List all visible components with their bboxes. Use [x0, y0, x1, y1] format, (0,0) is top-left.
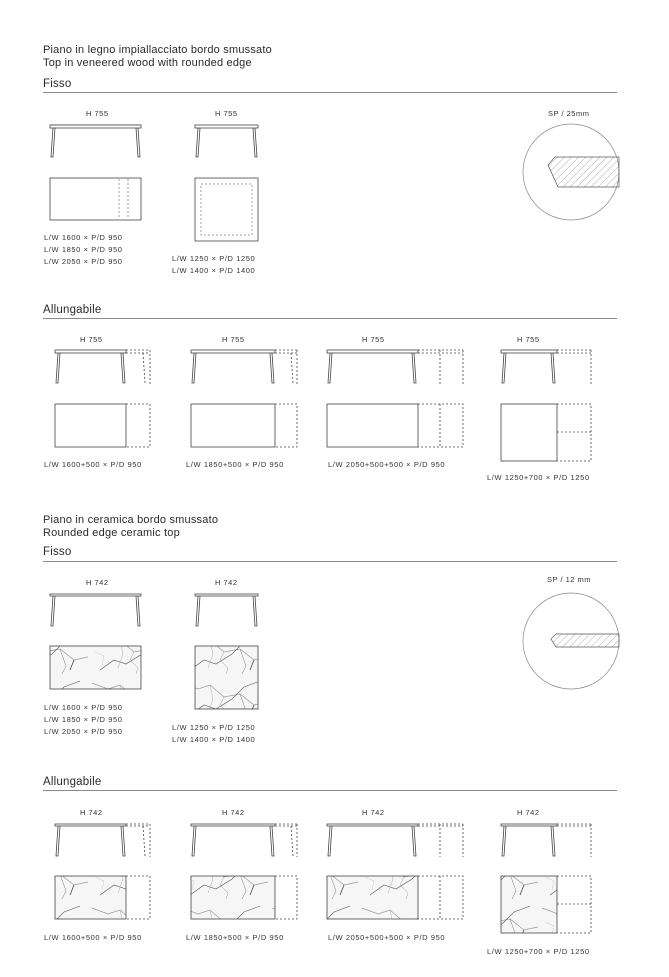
dim-line: L/W 2050 × P/D 950 [44, 257, 123, 266]
wood-allungabile-table-1 [55, 350, 150, 447]
ceramic-edge-detail [523, 593, 619, 689]
ceramic-fisso-table-2-plan [195, 646, 258, 709]
ceramic-allungabile-label: Allungabile [43, 776, 102, 788]
ceramic-allung-dims-3: L/W 2050+500+500 × P/D 950 [328, 933, 446, 942]
ceramic-title-en: Rounded edge ceramic top [43, 527, 180, 539]
dim-line: L/W 1400 × P/D 1400 [172, 735, 256, 744]
ceramic-thickness-label: SP / 12 mm [547, 575, 592, 584]
ceramic-fisso-label: Fisso [43, 546, 72, 558]
wood-allung-dims-4: L/W 1250+700 × P/D 1250 [487, 473, 590, 482]
wood-thickness-label: SP / 25mm [548, 109, 590, 118]
ceramic-allungabile-table-4 [501, 824, 591, 933]
wood-title-it: Piano in legno impiallacciato bordo smussato [43, 44, 272, 56]
dim-line: L/W 1600 × P/D 950 [44, 703, 123, 712]
dim-line: L/W 1250 × P/D 1250 [172, 254, 256, 263]
ceramic-allung-height-4: H 742 [517, 808, 540, 817]
wood-title-en: Top in veneered wood with rounded edge [43, 57, 252, 69]
ceramic-fisso-rule [43, 561, 617, 562]
wood-fisso-table-2-elevation [195, 125, 258, 157]
wood-fisso-table-1-elevation [50, 125, 141, 157]
wood-allung-dims-1: L/W 1600+500 × P/D 950 [44, 460, 142, 469]
wood-allungabile-table-2 [191, 350, 297, 447]
dim-line: L/W 2050 × P/D 950 [44, 727, 123, 736]
wood-allung-height-1: H 755 [80, 335, 103, 344]
wood-fisso-dims-1 [44, 232, 123, 268]
wood-allung-height-4: H 755 [517, 335, 540, 344]
ceramic-allungabile-table-2 [191, 824, 297, 919]
dim-line: L/W 1250 × P/D 1250 [172, 723, 256, 732]
ceramic-fisso-dims-1 [44, 702, 123, 738]
wood-allung-dims-3: L/W 2050+500+500 × P/D 950 [328, 460, 446, 469]
ceramic-title-it: Piano in ceramica bordo smussato [43, 514, 219, 526]
wood-fisso-label: Fisso [43, 78, 72, 90]
wood-allung-dims-2: L/W 1850+500 × P/D 950 [186, 460, 284, 469]
ceramic-allung-dims-1: L/W 1600+500 × P/D 950 [44, 933, 142, 942]
wood-fisso-table-2-plan [195, 178, 258, 241]
ceramic-fisso-dims-2 [172, 722, 255, 746]
ceramic-fisso-table-1-elevation [50, 594, 141, 626]
wood-allungabile-table-4 [501, 350, 591, 461]
dim-line: L/W 1850 × P/D 950 [44, 245, 123, 254]
ceramic-fisso-height-2: H 742 [215, 578, 238, 587]
wood-fisso-dims-2 [172, 253, 255, 277]
ceramic-fisso-table-1-plan [50, 646, 141, 689]
dim-line: L/W 1600 × P/D 950 [44, 233, 123, 242]
ceramic-allung-height-2: H 742 [222, 808, 245, 817]
ceramic-allungabile-table-3 [327, 824, 463, 919]
wood-fisso-height-1: H 755 [86, 109, 109, 118]
ceramic-allungabile-rule [43, 790, 617, 791]
wood-allung-height-2: H 755 [222, 335, 245, 344]
ceramic-allung-height-1: H 742 [80, 808, 103, 817]
wood-allung-height-3: H 755 [362, 335, 385, 344]
wood-edge-detail [523, 124, 619, 220]
dim-line: L/W 1400 × P/D 1400 [172, 266, 256, 275]
ceramic-allung-height-3: H 742 [362, 808, 385, 817]
ceramic-allung-dims-2: L/W 1850+500 × P/D 950 [186, 933, 284, 942]
wood-allungabile-label: Allungabile [43, 304, 102, 316]
wood-fisso-table-1-plan [50, 178, 141, 220]
ceramic-allungabile-table-1 [55, 824, 150, 919]
wood-allungabile-rule [43, 318, 617, 319]
wood-allungabile-table-3 [327, 350, 463, 447]
dim-line: L/W 1850 × P/D 950 [44, 715, 123, 724]
ceramic-fisso-height-1: H 742 [86, 578, 109, 587]
ceramic-allung-dims-4: L/W 1250+700 × P/D 1250 [487, 947, 590, 956]
wood-fisso-rule [43, 92, 617, 93]
wood-fisso-height-2: H 755 [215, 109, 238, 118]
ceramic-fisso-table-2-elevation [195, 594, 258, 626]
